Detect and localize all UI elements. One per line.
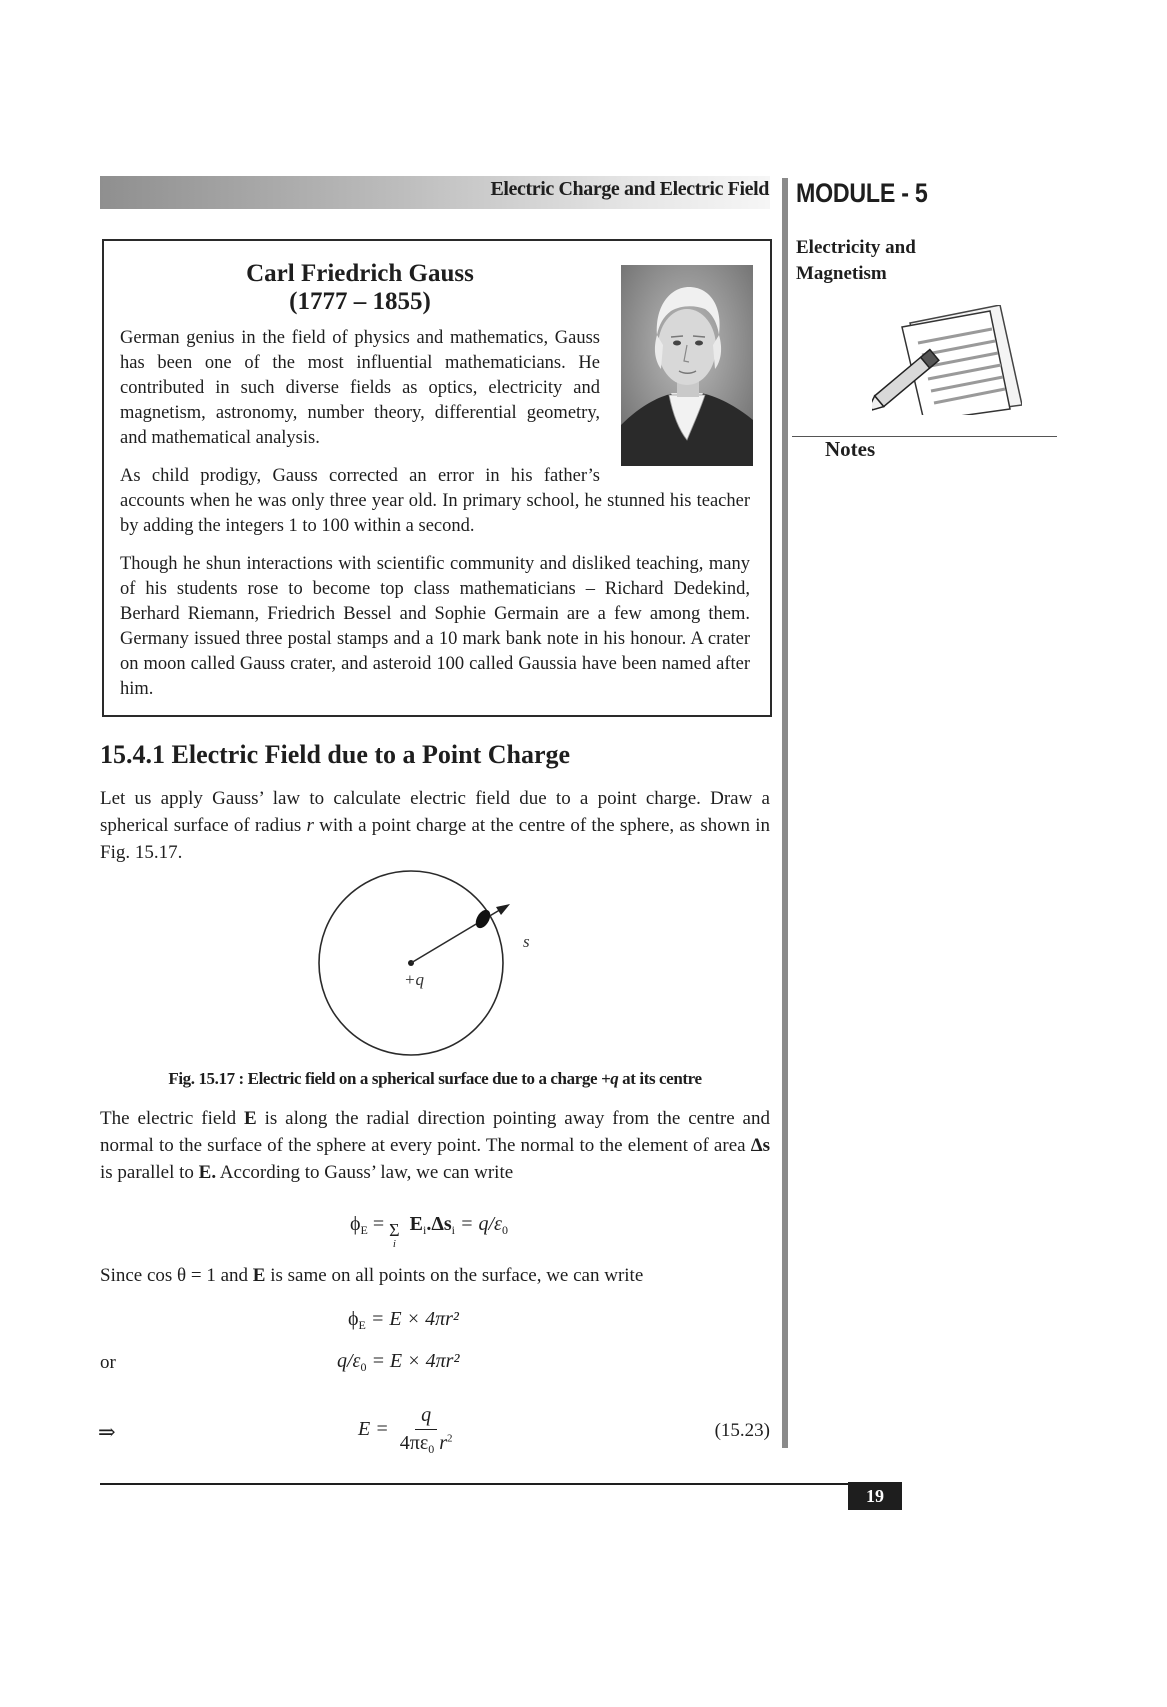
figure-spherical-surface — [310, 850, 550, 1065]
margin-divider — [782, 178, 788, 1448]
figure-caption: Fig. 15.17 : Electric field on a spherical surface due to a charge +q at its centre — [168, 1069, 702, 1088]
bio-paragraph-2: accounts when he was only three year old. In primary school, he stunned his teacher by adding the integers 1 to 100 within a second. — [120, 491, 750, 536]
bio-paragraph-1: German genius in the field of physics and mathematics, Gauss has been one of the most influential mathematicians. He contributed in such diverse fields as optics, electricity and magnetism, astronomy, number theory, differential geometry, and mathematical analysis. — [120, 328, 600, 448]
implies-arrow: ⇒ — [98, 1420, 116, 1444]
equation-flux-area: $\phi_E = E \times 4\pi r^2$ — [348, 1308, 459, 1332]
gauss-portrait — [621, 265, 753, 466]
label-s: s — [523, 932, 530, 951]
bio-paragraph-2-first-line: As child prodigy, Gauss corrected an error in his father’s — [120, 466, 600, 486]
field-arrow-head — [496, 904, 510, 915]
module-subtitle-line2: Magnetism — [796, 263, 887, 284]
or-label: or — [100, 1352, 116, 1373]
equation-coulomb-field: E = $\frac{q}{4\pi\varepsilon_0 r^2}$ — [358, 1404, 453, 1456]
area-element — [473, 907, 493, 930]
equation-flux-sum: $\phi_E$ = Σ i $E_i.\Delta s_i = q/\varepsilon_0$ — [350, 1213, 508, 1250]
equation-gauss-sphere: $q/\varepsilon_0 = E \times 4\pi r^2$ — [337, 1350, 460, 1374]
body-paragraph-2: Since cos θ = 1 and E is same on all points on the surface, we can write — [100, 1265, 644, 1286]
bio-paragraph-3: Though he shun interactions with scientific community and disliked teaching, many of his students rose to become top class mathematicians – Richard Dedekind, Berhard Riemann, Friedrich Bessel and Sophie Germain are a few among them. Germany issued three postal stamps and a 10 mark bank note in his honour. A crater on moon called Gauss crater, and asteroid 100 called Gaussia have been named after him. — [120, 554, 750, 699]
module-subtitle — [796, 235, 916, 287]
equation-number: (15.23) — [714, 1420, 770, 1441]
body-paragraph-1: The electric field E is along the radial direction pointing away from the centre and normal to the surface of the sphere at every point. The normal to the element of area Δs is parallel to E. According to Gauss’ law, we can write — [100, 1108, 770, 1183]
footer-rule — [100, 1483, 848, 1485]
running-header-title: Electric Charge and Electric Field — [490, 178, 769, 200]
intro-paragraph: Let us apply Gauss’ law to calculate electric field due to a point charge. Draw a spherical surface of radius r with a point charge at the centre of the sphere, as shown in Fig. 15.17. — [100, 788, 771, 863]
notepad-pencil-icon — [872, 305, 1022, 415]
section-heading: 15.4.1 Electric Field due to a Point Charge — [100, 740, 571, 769]
bio-name: Carl Friedrich Gauss — [246, 260, 474, 287]
module-subtitle-line1: Electricity and — [796, 237, 916, 258]
bio-years: (1777 – 1855) — [289, 288, 431, 315]
notes-label: Notes — [825, 437, 876, 461]
page-number: 19 — [848, 1482, 902, 1510]
module-title: MODULE - 5 — [796, 178, 928, 208]
label-q: +q — [404, 970, 424, 989]
